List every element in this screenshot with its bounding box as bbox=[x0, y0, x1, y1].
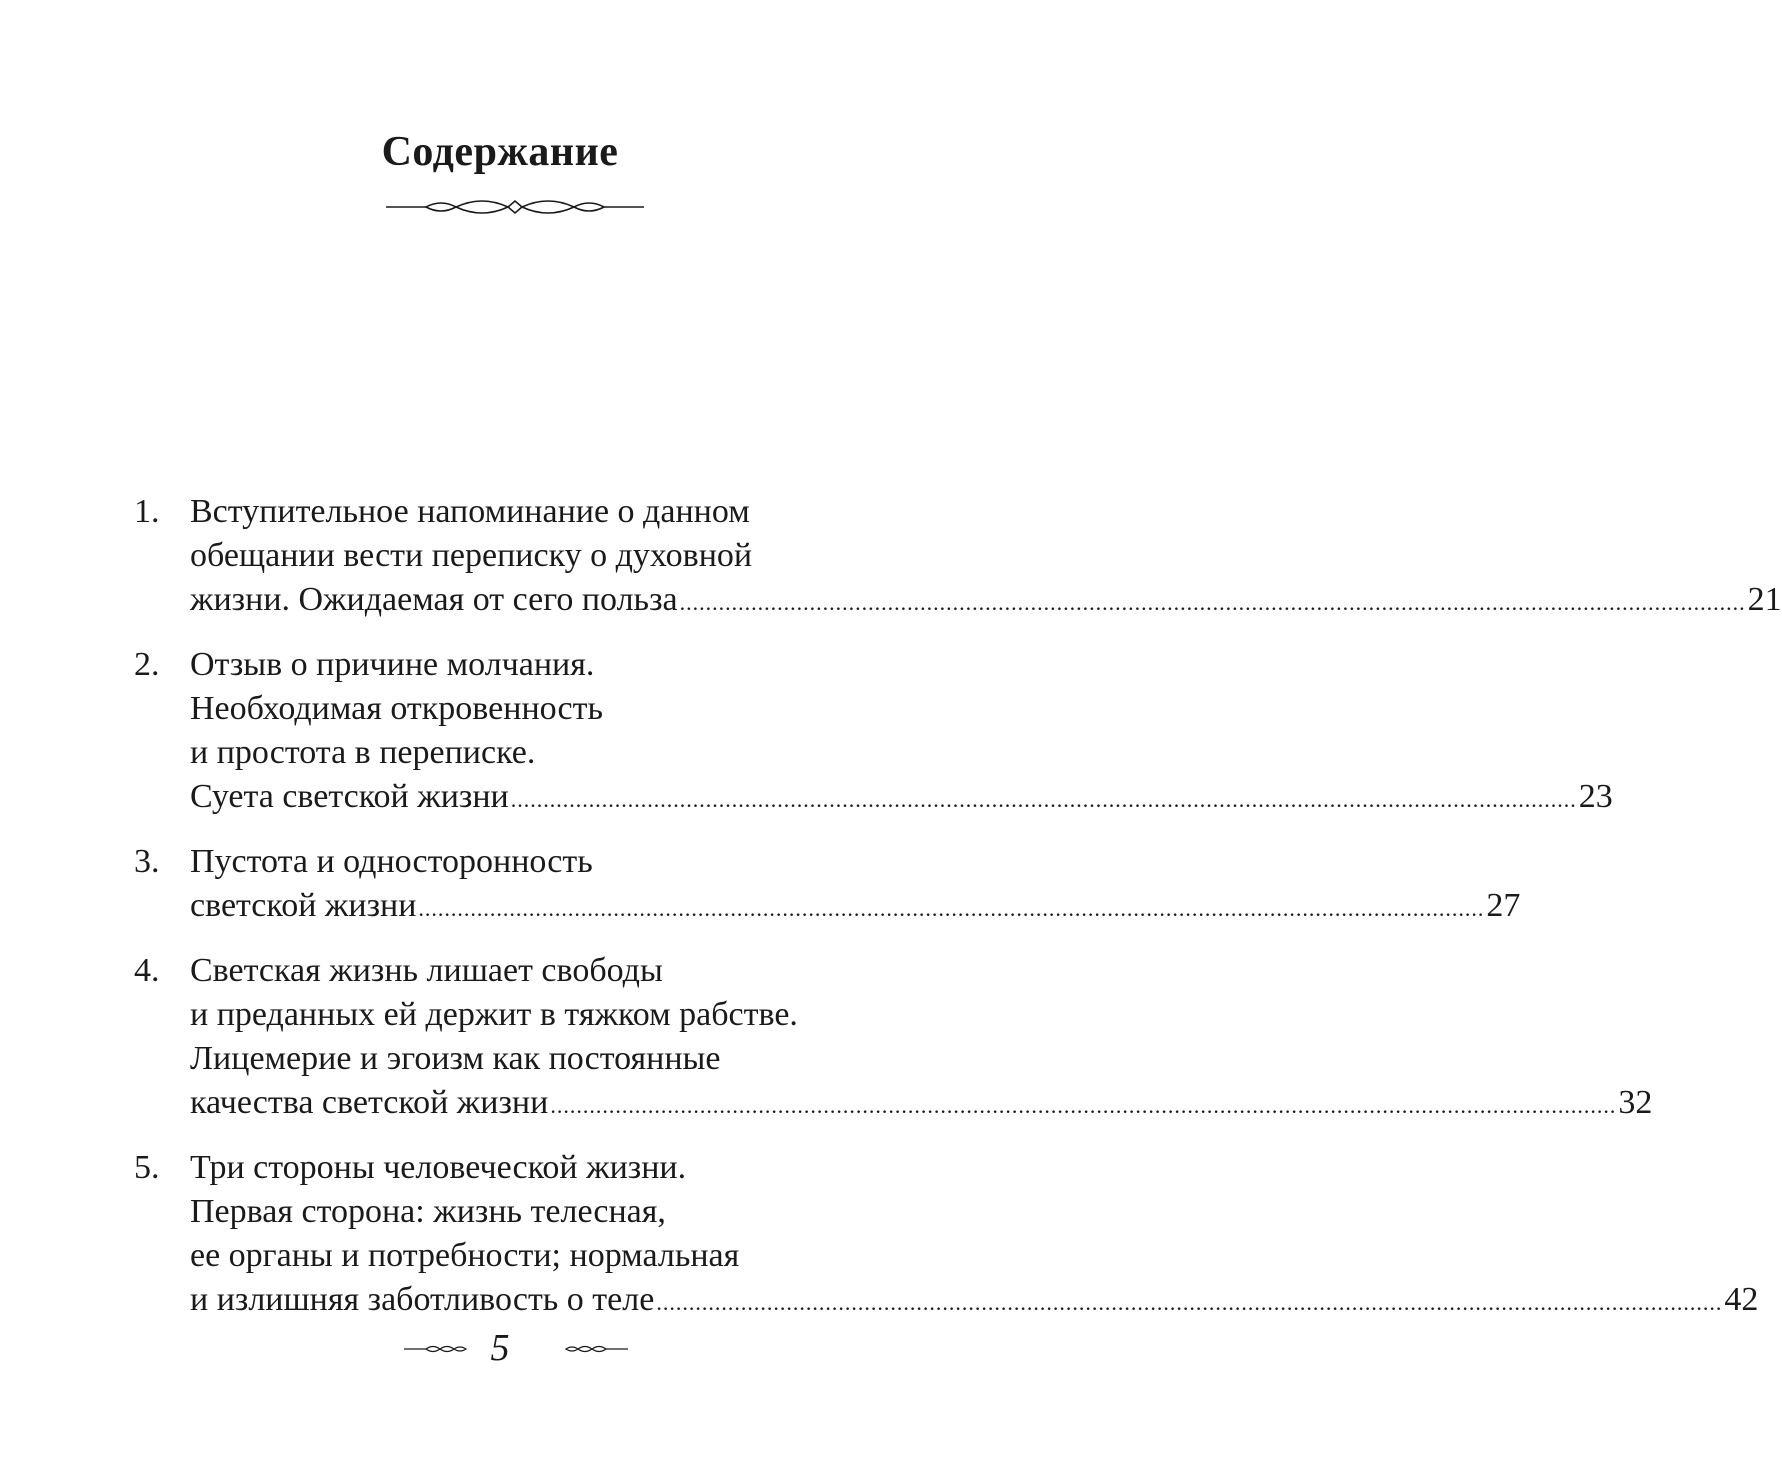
toc-entry-text: Светская жизнь лишает свободы bbox=[190, 952, 663, 989]
toc-entry-text: Лицемерие и эгоизм как постоянные bbox=[190, 1040, 721, 1077]
page-number: 5 bbox=[490, 1327, 510, 1369]
toc-entry-number: 4. bbox=[134, 952, 160, 989]
toc-page-number: 23 bbox=[1578, 778, 1613, 815]
toc-page-number: 32 bbox=[1618, 1084, 1653, 1121]
dot-leader bbox=[511, 778, 1577, 822]
toc-entry-text: светской жизни bbox=[190, 887, 417, 924]
toc-entry-text: Вступительное напоминание о данном bbox=[190, 493, 750, 530]
toc-entry-text: Первая сторона: жизнь телесная, bbox=[190, 1193, 666, 1230]
toc-entry-2[interactable] bbox=[134, 643, 1613, 822]
toc-entry-text: Необходимая откровенность bbox=[190, 690, 603, 727]
page-title: Содержание bbox=[381, 129, 619, 175]
dot-leader bbox=[418, 887, 1484, 931]
toc-entry-text: Три стороны человеческой жизни. bbox=[190, 1149, 687, 1186]
toc-entry-number: 3. bbox=[134, 843, 160, 880]
toc-entry-text: ее органы и потребности; нормальная bbox=[190, 1237, 740, 1274]
toc-page-number: 27 bbox=[1486, 887, 1521, 924]
toc-entry-text: Суета светской жизни bbox=[190, 778, 509, 815]
toc-entry-text: и простота в переписке. bbox=[190, 734, 536, 771]
toc-entry-number: 1. bbox=[134, 493, 160, 530]
toc-entry-text: и излишняя заботливость о теле bbox=[190, 1281, 655, 1318]
small-flourish-icon bbox=[566, 1342, 628, 1356]
dot-leader bbox=[656, 1281, 1722, 1325]
toc-entry-text: Пустота и односторонность bbox=[190, 843, 593, 880]
toc-entry-text: жизни. Ожидаемая от сего польза bbox=[190, 581, 678, 618]
dot-leader bbox=[680, 581, 1746, 625]
flourish-divider-icon bbox=[386, 195, 644, 219]
toc-entry-text: и преданных ей держит в тяжком рабстве. bbox=[190, 996, 798, 1033]
table-of-contents bbox=[134, 490, 1782, 1343]
toc-entry-5[interactable] bbox=[134, 1146, 1759, 1325]
toc-entry-3[interactable] bbox=[134, 840, 1521, 931]
toc-page-number: 21 bbox=[1747, 581, 1782, 618]
dot-leader bbox=[550, 1084, 1616, 1128]
toc-entry-4[interactable] bbox=[134, 949, 1653, 1128]
toc-entry-text: Отзыв о причине молчания. bbox=[190, 646, 595, 683]
toc-entry-number: 2. bbox=[134, 646, 160, 683]
toc-entry-text: качества светской жизни bbox=[190, 1084, 549, 1121]
toc-entry-text: обещании вести переписку о духовной bbox=[190, 537, 753, 574]
toc-entry-1[interactable] bbox=[134, 490, 1782, 625]
toc-entry-number: 5. bbox=[134, 1149, 160, 1186]
toc-page-number: 42 bbox=[1724, 1281, 1759, 1318]
